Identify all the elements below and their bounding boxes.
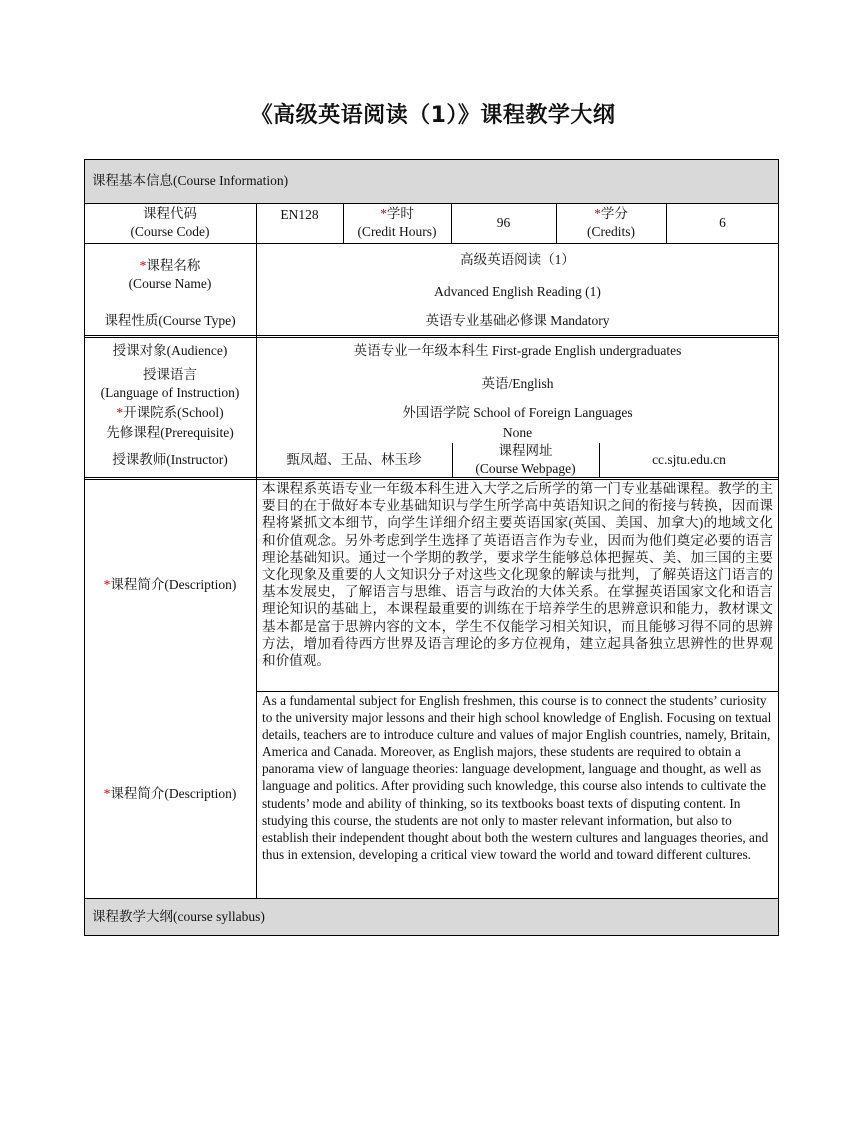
description-cn-label: *课程简介(Description) bbox=[103, 577, 237, 592]
credit-hours-label: *学时 (Credit Hours) bbox=[357, 206, 437, 239]
column-divider bbox=[451, 203, 452, 243]
page-title: 《高级英语阅读（1）》课程教学大纲 bbox=[250, 103, 616, 128]
prerequisite-value: None bbox=[502, 425, 533, 440]
description-cn-text: 本课程系英语专业一年级本科生进入大学之后所学的第一门专业基础课程。教学的主要目的在于做好本专业基础知识与学生所学高中英语知识之间的衔接与转换，因而课程将紧抓文本细节，向学生详细介绍主要英语国家(英国、美国、加拿大)的地域文化和价值观念。另外考虑到学生选择了英语语言作为专业，因而为他们奠定必要的语言理论基础知识。通过一个学期的教学，要求学生能够总体把握英、美、加三国的主要文化现象及重要的人文知识分子对这些文化现象的解读与批判，了解英语这门语言的基本发展史，了解语言与思维、语言与政治的大体关系。在掌握英语国家文化和语言理论知识的基础上，本课程最重要的训练在于培养学生的思辨意识和能力，教材课文基本都是富于思辨内容的文本，学生不仅能学习相关知识，而且能够习得不同的思辨方法，增加看待西方世界及语言理论的多方位视角，建立起具备独立思辨性的世界观和价值观。 bbox=[262, 481, 773, 669]
course-name-label: *课程名称 (Course Name) bbox=[128, 258, 212, 291]
table-border-left bbox=[84, 159, 85, 936]
table-border-top bbox=[84, 159, 779, 160]
row-divider bbox=[84, 243, 779, 244]
instructor-value: 甄凤超、王品、林玉珍 bbox=[286, 452, 422, 467]
section-header: 课程基本信息(Course Information) bbox=[84, 159, 779, 203]
row-divider bbox=[84, 477, 779, 478]
credits-value: 6 bbox=[719, 215, 726, 230]
description-en-text: As a fundamental subject for English freshmen, this course is to connect the students’ curiosity to the university major lessons and their high school knowledge of English. Focusing on textual details, teachers are to introduce culture and values of major English countries, namely, Britain, America and Canada. Moreover, as English majors, these students are required to obtain a panorama view of language theories: language development, language and thought, as well as language and politics. After providing such knowledge, this course also intends to cultivate the students’ mode and ability of thinking, so its textbooks boast texts of disputing content. In studying this course, the students are not only to master relevant information, but also to establish their independent thought about both the western cultures and languages theories, and thus in extension, developing a critical view toward the world and toward different cultures. bbox=[262, 693, 772, 862]
description-en-label: *课程简介(Description) bbox=[103, 786, 237, 801]
audience-label: 授课对象(Audience) bbox=[112, 343, 228, 358]
required-star: * bbox=[380, 206, 387, 221]
credits-label: *学分 (Credits) bbox=[587, 206, 635, 239]
course-code-label: 课程代码 (Course Code) bbox=[130, 206, 210, 239]
course-code-value: EN128 bbox=[280, 207, 319, 222]
prerequisite-label: 先修课程(Prerequisite) bbox=[106, 425, 234, 440]
table-border-bottom bbox=[84, 935, 779, 936]
school-value: 外国语学院 School of Foreign Languages bbox=[402, 405, 633, 420]
instructor-label: 授课教师(Instructor) bbox=[112, 452, 228, 467]
table-border-right bbox=[778, 159, 779, 936]
required-star: * bbox=[594, 206, 601, 221]
school-label: *开课院系(School) bbox=[116, 405, 224, 420]
credit-hours-value: 96 bbox=[496, 215, 511, 230]
required-star: * bbox=[116, 405, 124, 420]
row-divider bbox=[84, 335, 779, 336]
row-divider bbox=[84, 479, 779, 480]
syllabus-header: 课程教学大纲(course syllabus) bbox=[84, 898, 779, 936]
course-webpage-label: 课程网址 (Course Webpage) bbox=[475, 443, 576, 476]
course-name-cn: 高级英语阅读（1） bbox=[460, 252, 575, 267]
course-webpage-link[interactable]: cc.sjtu.edu.cn bbox=[652, 452, 726, 467]
row-divider bbox=[256, 691, 779, 692]
language-value: 英语/English bbox=[481, 376, 554, 391]
course-type-label: 课程性质(Course Type) bbox=[104, 313, 236, 328]
required-star: * bbox=[139, 258, 147, 273]
language-label: 授课语言 (Language of Instruction) bbox=[100, 367, 240, 400]
course-webpage-value[interactable] bbox=[599, 443, 779, 477]
audience-value: 英语专业一年级本科生 First-grade English undergraduates bbox=[353, 343, 682, 358]
column-divider bbox=[556, 203, 557, 243]
row-divider bbox=[84, 898, 779, 899]
column-divider bbox=[666, 203, 667, 243]
column-divider bbox=[256, 203, 257, 898]
column-divider bbox=[343, 203, 344, 243]
course-name-en: Advanced English Reading (1) bbox=[434, 284, 601, 299]
required-star: * bbox=[103, 577, 111, 592]
course-info-table bbox=[84, 159, 779, 936]
course-type-value: 英语专业基础必修课 Mandatory bbox=[425, 313, 610, 328]
row-divider bbox=[84, 337, 779, 338]
column-divider bbox=[599, 443, 600, 477]
row-divider bbox=[84, 203, 779, 204]
required-star: * bbox=[103, 786, 111, 801]
column-divider bbox=[452, 443, 453, 477]
